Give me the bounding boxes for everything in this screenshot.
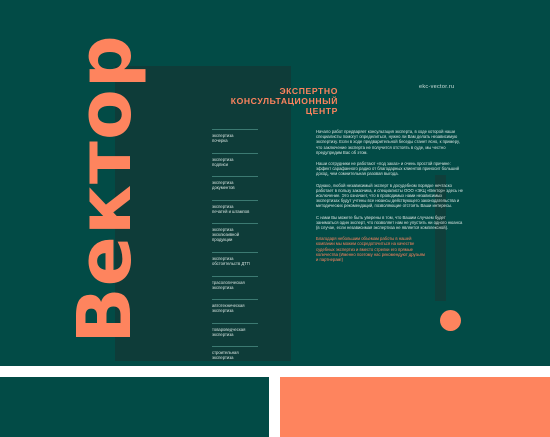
service-divider	[212, 129, 258, 130]
color-swatch-orange	[280, 377, 550, 437]
service-divider	[212, 252, 258, 253]
service-divider	[212, 276, 258, 277]
service-item[interactable]	[212, 346, 264, 366]
service-divider	[212, 346, 258, 347]
service-label: строительная	[212, 350, 239, 355]
service-label: автотехническая	[212, 303, 245, 308]
service-label: печатей и штампов	[212, 208, 250, 214]
service-divider	[212, 153, 258, 154]
service-label: трасологическая	[212, 279, 245, 285]
content-column	[316, 129, 463, 268]
service-label: экспертиза	[212, 203, 234, 209]
service-label: экспертиза	[212, 180, 234, 185]
service-divider	[212, 223, 258, 224]
service-divider	[212, 323, 258, 324]
service-item[interactable]	[212, 153, 264, 177]
center-title	[190, 86, 338, 116]
site-url[interactable]: ekc-vector.ru	[419, 84, 455, 90]
service-label: эксклюзивной	[212, 232, 240, 237]
service-label: подписи	[212, 161, 228, 167]
color-swatch-dark	[0, 377, 269, 437]
content-paragraph: Однако, любой независимый эксперт в досудебном порядке нечтаско работает в пользу заказчика, и специалисты ООО «ЭКЦ «Вектор» здесь не исключение. Это означает, что в проводимых нами независимых экспертизах будут учтены все нюансы действующего законодательства и методических рекомендаций, позволяющие отстоять Ваши интересы.	[316, 182, 463, 209]
brand-name: Вектор	[61, 34, 148, 344]
service-label: экспертиза	[212, 284, 234, 290]
service-item[interactable]	[212, 129, 264, 153]
service-item[interactable]	[212, 223, 264, 252]
services-list	[212, 129, 264, 366]
service-label: экспертиза	[212, 256, 234, 261]
service-label: экспертиза	[212, 156, 234, 162]
service-item[interactable]	[212, 323, 264, 347]
service-divider	[212, 299, 258, 300]
service-item[interactable]	[212, 200, 264, 224]
title-line-2: КОНСУЛЬТАЦИОННЫЙ	[230, 96, 338, 106]
service-divider	[212, 176, 258, 177]
service-label: документов	[212, 185, 235, 190]
service-label: экспертиза	[212, 308, 234, 313]
service-item[interactable]	[212, 299, 264, 323]
service-item[interactable]	[212, 252, 264, 276]
service-label: экспертиза	[212, 331, 234, 337]
content-paragraph: Начало работ предваряет консультация эксперта, в ходе которой наши специалисты помогут определиться, нужно ли Вам делать независимую экспертизу. Если в ходе предварительной беседы станет ясно, к примеру, что заключение эксперта не получится отстоять в суде, мы честно предупредим Вас об этом.	[316, 129, 460, 155]
service-divider	[212, 200, 258, 201]
service-label: обстоятельств ДТП	[212, 261, 250, 266]
service-item[interactable]	[212, 176, 264, 200]
service-label: экспертиза	[212, 355, 234, 360]
brand-logo	[57, 34, 152, 344]
service-label: почерка	[212, 138, 228, 143]
service-label: экспертиза	[212, 133, 234, 138]
service-item[interactable]	[212, 276, 264, 300]
service-label: продукции	[212, 237, 233, 242]
title-line-1: ЭКСПЕРТНО	[279, 86, 338, 96]
service-label: экспертиза	[212, 227, 234, 232]
accent-circle	[440, 310, 461, 331]
title-line-3: ЦЕНТР	[305, 106, 338, 116]
content-paragraph: С нами Вы можете быть уверены в том, что Вашим случаем будет заниматься один эксперт, что позволяет нам не упустить ни одного нюанса (в случае, если независимая экспертиза не является комплексной).	[316, 214, 463, 231]
service-label: товароведческая	[212, 326, 246, 332]
accent-paragraph: Благодаря небольшим объемам работы в нашей компании мы можем сосредоточиться на качестве судебных экспертиз и вместо стрелки его прямые количества (Именно поэтому нас рекомендуют друзьям и партнерам!)	[316, 236, 425, 263]
content-paragraph: Наши сотрудники не работают «под заказ» и очень простой причине: эффект сарафанного радио от благодарных клиентов приносит больший доход, чем сомнительная разовая выгода.	[316, 161, 459, 177]
